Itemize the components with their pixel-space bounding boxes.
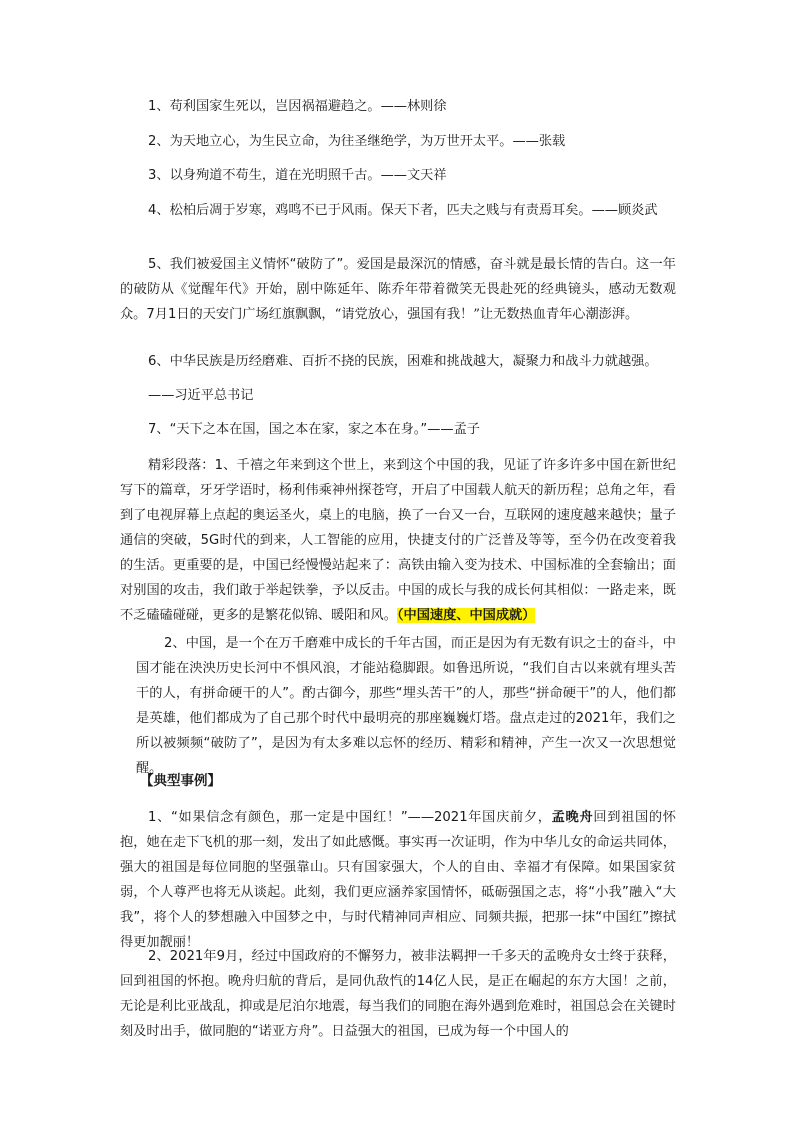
quote-7: 7、“天下之本在国，国之本在家，家之本在身。”——孟子 xyxy=(148,422,480,437)
quote-5-text-a: 5、我们被爱国主义情怀“破防了”。爱国是最深沉的情感，奋斗就是最长情的告白。这一年的破防从《觉醒年代》开始，剧中陈延年、陈乔年带着微笑无畏赴死的经典镜头，感动无数观众。7月1日的天安门广场红旗飘飘， xyxy=(120,257,676,322)
excerpt-2: 2、中国，是一个在万千磨难中成长的千年古国，而正是因为有无数有识之士的奋斗，中国才能在泱泱历史长河中不惧风浪，才能站稳脚跟。如鲁迅所说，“我们自古以来就有埋头苦干的人，有拼命硬干的人”。酌古御今，那些“埋头苦干”的人，那些“拼命硬干”的人，他们都是英雄，他们都成为了自己那个时代中最明亮的那座巍巍灯塔。盘点走过的2021年，我们之所以被频频“破防了”，是因为有太多难以忘怀的经历、精彩和精神，产生一次又一次思想觉醒。 xyxy=(136,636,676,776)
case-1-name: 孟晚舟 xyxy=(551,810,594,825)
quote-2: 2、为天地立心，为生民立命，为往圣继绝学，为万世开太平。——张载 xyxy=(148,134,566,149)
quote-4: 4、松柏后凋于岁寒，鸡鸣不已于风雨。保天下者，匹夫之贱与有责焉耳矣。——顾炎武 xyxy=(148,203,658,218)
excerpt-1-text: 精彩段落：1、千禧之年来到这个世上，来到这个中国的我，见证了许多许多中国在新世纪写下的篇章，牙牙学语时，杨利伟乘神州探苍穹，开启了中国载人航天的新历程；总角之年，看到了电视屏幕上点起的奥运圣火，桌上的电脑，换了一台又一台，互联网的速度越来越快；量子通信的突破，5G时代的到来，人工智能的应用，快捷支付的广泛普及等等，至今仍在改变着我的生活。更重要的是，中国已经慢慢站起来了：高铁由输入变为技术、中国标准的全套输出；面对别国的攻击，我们敢于举起铁拳，予以反击。中国的成长与我的成长何其相似：一路走来，既不乏磕磕碰碰，更多的是繁花似锦、暖阳和风。 xyxy=(120,458,676,623)
case-1 xyxy=(120,805,676,955)
case-2: 2、2021年9月，经过中国政府的不懈努力，被非法羁押一千多天的孟晚舟女士终于获释，回到祖国的怀抱。晚舟归航的背后，是同仇敌忾的14亿人民，是正在崛起的东方大国！之前，无论是利比亚战乱，抑或是尼泊尔地震，每当我们的同胞在海外遇到危难时，祖国总会在关键时刻及时出手，做同胞的“诺亚方舟”。日益强大的祖国，已成为每一个中国人的 xyxy=(120,949,676,1039)
quote-3: 3、以身殉道不苟生，道在光明照千古。——文天祥 xyxy=(148,168,447,183)
excerpt-1 xyxy=(120,453,676,628)
quote-6-author: ——习近平总书记 xyxy=(148,388,254,403)
section-heading-typical-cases: 【典型事例】 xyxy=(140,773,221,789)
quote-1: 1、苟利国家生死以，岂因祸福避趋之。——林则徐 xyxy=(148,99,447,114)
excerpt-1-highlight-tag: （中国速度、中国成就） xyxy=(396,608,536,623)
case-1-text-b: 回到祖国的怀抱，她在走下飞机的那一刻，发出了如此感慨。事实再一次证明，作为中华儿女的命运共同体，强大的祖国是每位同胞的坚强靠山。只有国家强大，个人的自由、幸福才有保障。如果国家贫弱，个人尊严也将无从谈起。此刻，我们更应涵养家国情怀，砥砺强国之志，将“小我”融入“大我”，将个人的梦想融入中国梦之中，与时代精神同声相应、同频共振，把那一抹“中国红”擦拭得更加靓丽！ xyxy=(120,810,676,950)
quote-5-text-b: 让无数热血青年心潮澎湃。 xyxy=(479,307,639,322)
case-1-text-a: 1、“如果信念有颜色，那一定是中国红！”——2021年国庆前夕， xyxy=(148,810,552,825)
quote-5-slogan: “请党放心，强国有我！” xyxy=(334,307,480,322)
quote-6: 6、中华民族是历经磨难、百折不挠的民族，困难和挑战越大，凝聚力和战斗力就越强。 xyxy=(148,354,658,369)
quote-5 xyxy=(120,252,676,327)
